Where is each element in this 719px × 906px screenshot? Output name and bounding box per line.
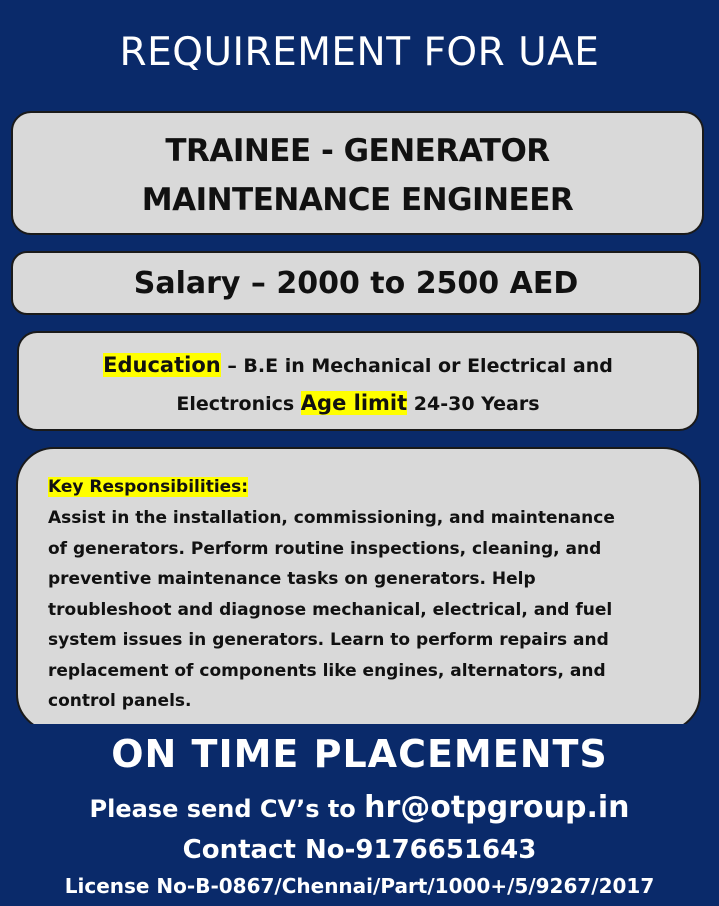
responsibility-line: system issues in generators. Learn to perform repairs and [48,630,609,650]
responsibility-line: troubleshoot and diagnose mechanical, electrical, and fuel [48,599,613,620]
job-title-line-1: TRAINEE - GENERATOR [165,133,550,169]
education-line-1 [19,347,697,385]
education-label: Education [103,353,221,377]
company-name: ON TIME PLACEMENTS [111,732,608,776]
job-title [13,127,702,225]
send-cv-line [0,790,719,825]
license-number: License No-B-0867/Chennai/Part/1000+/5/9267/2017 [64,874,655,898]
age-limit-label: Age limit [300,391,408,415]
education-box [17,331,699,431]
send-cv-prefix: Please send CV’s to [89,795,365,823]
responsibility-line: control panels. [48,691,192,711]
salary-box [11,251,701,315]
poster-title: REQUIREMENT FOR UAE [119,30,600,75]
education-line-2 [19,385,697,423]
responsibilities-body [48,503,688,717]
responsibility-line: replacement of components like engines, alternators, and [48,660,606,681]
responsibilities-box [16,447,701,732]
education-detail-2: Electronics [176,393,301,415]
email-link[interactable]: hr@otpgroup.in [364,790,630,825]
contact-number: Contact No-9176651643 [182,835,537,865]
age-limit-value: 24-30 Years [407,393,540,415]
responsibility-line: Assist in the installation, commissioning, and maintenance [48,508,615,528]
education-text [19,347,697,423]
job-title-box [11,111,704,235]
job-title-line-2: MAINTENANCE ENGINEER [141,182,574,218]
responsibility-line: preventive maintenance tasks on generators. Help [48,569,536,589]
education-detail: – B.E in Mechanical or Electrical and [220,355,613,377]
salary-text: Salary – 2000 to 2500 AED [133,266,579,301]
responsibilities-heading: Key Responsibilities: [48,477,249,497]
responsibility-line: of generators. Perform routine inspections, cleaning, and [48,538,602,559]
